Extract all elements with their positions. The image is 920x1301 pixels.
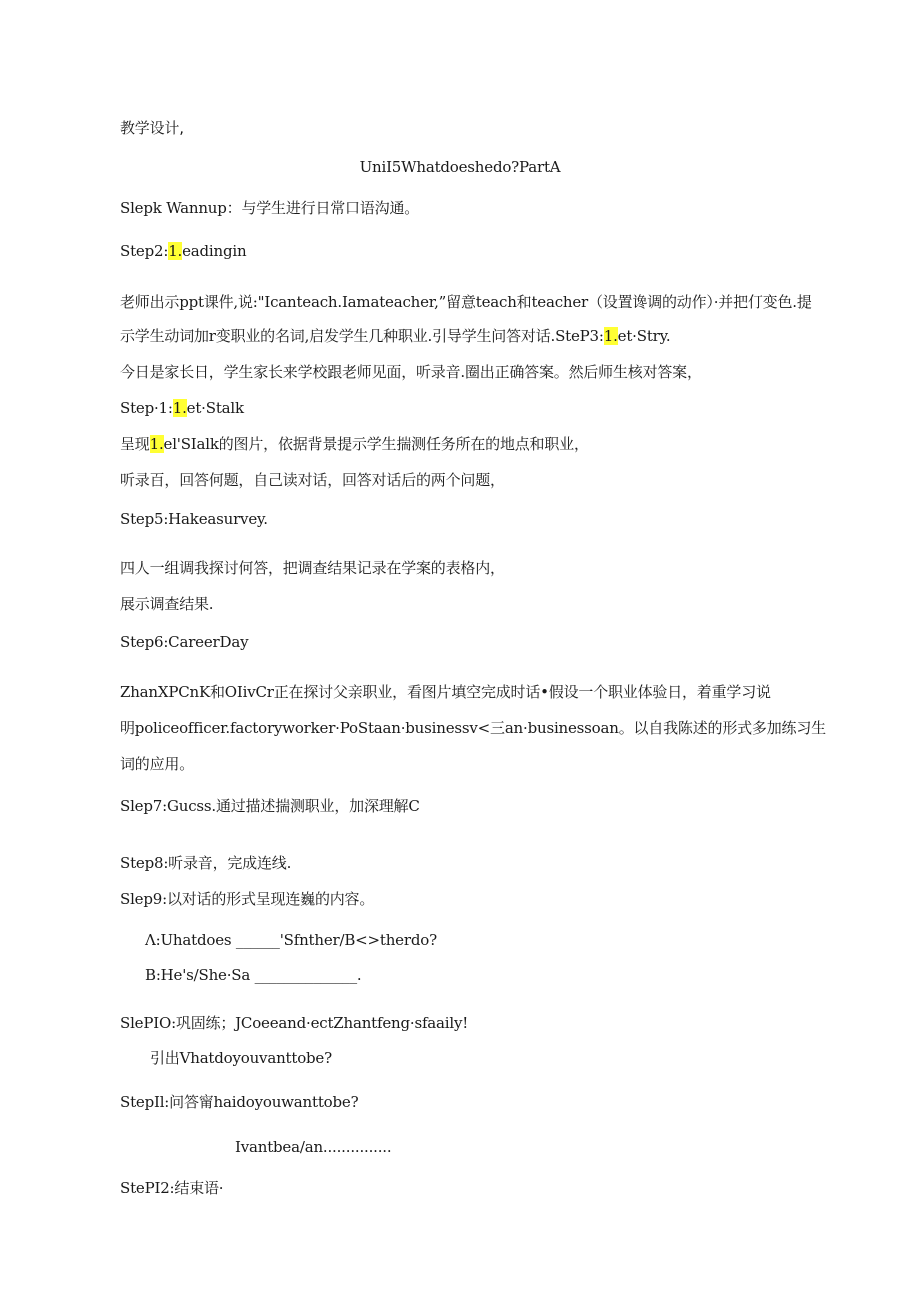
step-11-qa: StepIl:问答甯haidoyouwanttobe? xyxy=(120,1093,359,1111)
paragraph-line: 四人一组调我探讨何答，把调查结果记录在学案的表格内， xyxy=(120,559,505,577)
step-1-warmup: Slepk Wannup：与学生进行日常口语沟通。 xyxy=(120,199,420,217)
paragraph-line: 展示调查结果. xyxy=(120,595,214,613)
lesson-title: UniI5Whatdoeshedo?PartA xyxy=(359,158,561,176)
step-5-survey: Step5:Hakeasurvey. xyxy=(120,510,268,528)
para-2-prefix: 示学生动词加r变职业的名词,启发学生几种职业.引导学生问答对话.SteP3: xyxy=(120,327,604,345)
paragraph-line: 今日是家长日，学生家长来学校跟老师见面，听录音.圈出正确答案。然后师生核对答案， xyxy=(120,363,702,381)
step-8-listen: Step8:听录音，完成连线. xyxy=(120,854,292,872)
para-2-suffix: et·Stry. xyxy=(617,327,671,345)
step-4-letstalk xyxy=(120,398,244,418)
paragraph-line: 词的应用。 xyxy=(120,755,195,773)
highlight-mark: 1. xyxy=(149,435,164,453)
step-2-suffix: eadingin xyxy=(182,242,247,260)
dialogue-line-a: Λ:Uhatdoes ______'Sfnther/B<>therdo? xyxy=(145,931,437,949)
paragraph-line xyxy=(120,434,589,454)
step-2-leadingin xyxy=(120,241,246,261)
step-7-guess: Slep7:Gucss.通过描述揣测职业，加深理解C xyxy=(120,797,420,815)
step-12-closing: StePI2:结束语· xyxy=(120,1179,224,1197)
highlight-mark: 1. xyxy=(168,242,183,260)
paragraph-line: ZhanXPCnK和OIivCr正在探讨父亲职业，看图片填空完成时话•假设一个职业体验日，着重学习说 xyxy=(120,683,771,701)
paragraph-line: 老师出示ppt课件,说:"Icanteach.Iamateacher,”留意teach和teacher（设置谗调的动作）·并把仃变色.提 xyxy=(120,293,812,311)
dialogue-line-b: B:He's/She·Sa ______________. xyxy=(145,966,362,984)
answer-pattern: Ivantbea/an............... xyxy=(235,1138,392,1156)
paragraph-line xyxy=(120,326,670,346)
step-10-consolidate: SlePIO:巩固练；JCoeeand·ectZhantfeng·sfaaily! xyxy=(120,1014,469,1032)
paragraph-line: 明policeofficer.factoryworker·PoStaan·businessv<三an·businessoan。以自我陈述的形式多加练习生 xyxy=(120,719,826,737)
step-4-prefix: Step·1: xyxy=(120,399,173,417)
para-4-prefix: 呈现 xyxy=(120,435,150,453)
lead-question: 引出Vhatdoyouvanttobe? xyxy=(150,1049,332,1067)
step-2-prefix: Step2: xyxy=(120,242,169,260)
para-4-suffix: el'SIalk的图片，依据背景提示学生揣测任务所在的地点和职业， xyxy=(163,435,589,453)
step-9-dialogue: Slep9:以对话的形式呈现连巍的内容。 xyxy=(120,890,375,908)
step-6-careerday: Step6:CareerDay xyxy=(120,633,249,651)
step-4-suffix: et·Stalk xyxy=(186,399,244,417)
highlight-mark: 1. xyxy=(603,327,618,345)
document-heading: 教学设计, xyxy=(120,119,184,137)
highlight-mark: 1. xyxy=(172,399,187,417)
paragraph-line: 听录百，回答何题，自己读对话，回答对话后的两个问题， xyxy=(120,471,505,489)
